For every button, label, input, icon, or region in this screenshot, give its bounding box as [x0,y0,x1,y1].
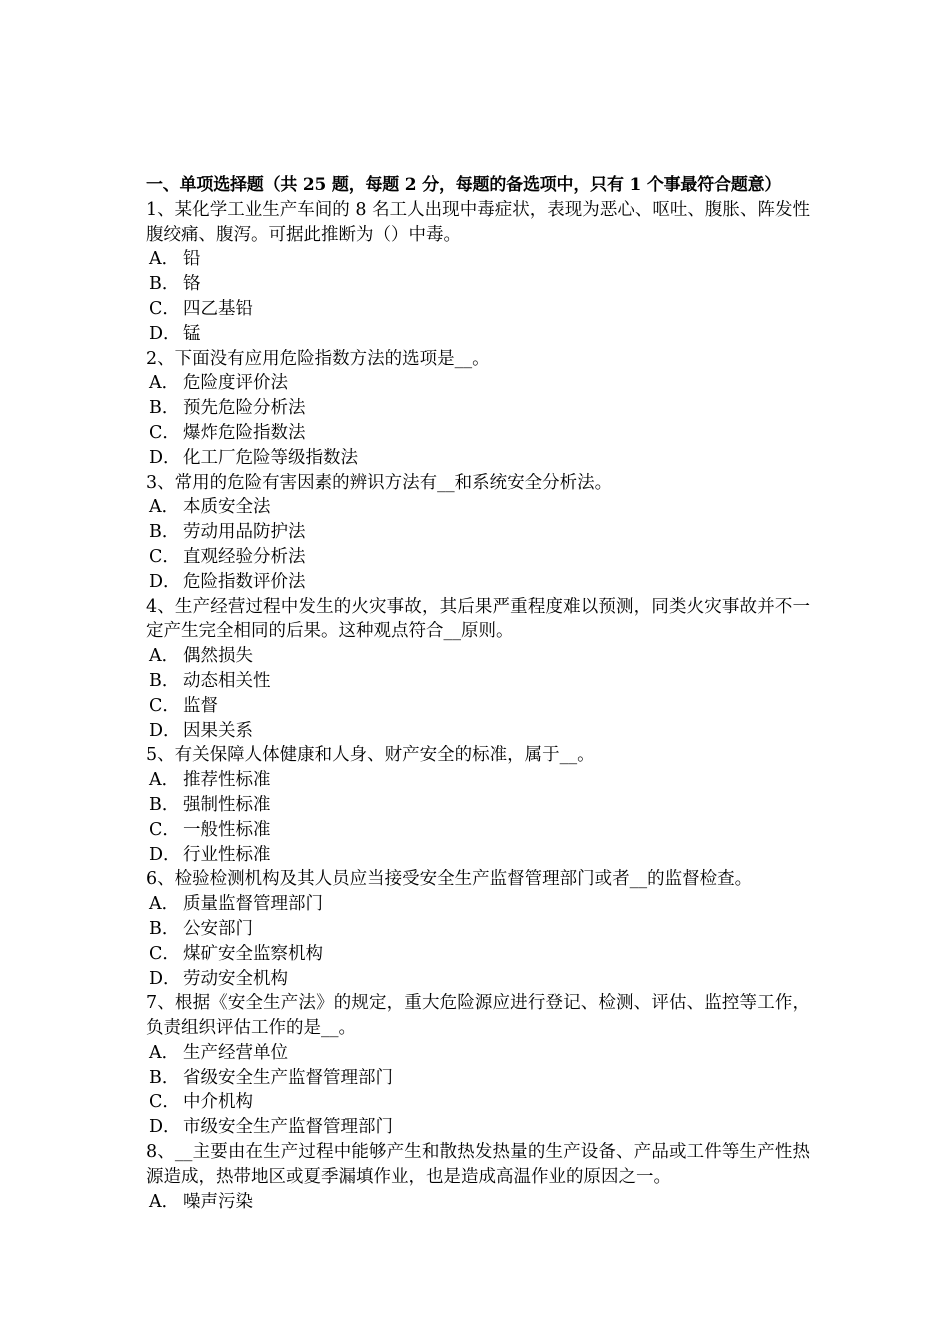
option-text: 监督 [183,695,218,716]
option-text: 危险指数评价法 [183,571,306,592]
option-letter: A． [149,646,180,667]
option-text: 四乙基铅 [183,298,253,319]
option-list [146,768,810,867]
option-item [146,297,810,322]
option-text: 推荐性标准 [183,770,271,791]
section-heading: 一、单项选择题（共 25 题，每题 2 分，每题的备选项中，只有 1 个事最符合题意） [146,175,782,195]
option-text: 预先危险分析法 [183,398,306,419]
option-item [146,1090,810,1115]
option-letter: C． [149,943,180,964]
option-item [146,446,810,471]
option-item [146,843,810,868]
option-item [146,371,810,396]
option-letter: C． [149,298,180,319]
option-text: 危险度评价法 [183,373,288,394]
question-6 [146,867,810,991]
question-text: 3、常用的危险有害因素的辨识方法有__和系统安全分析法。 [146,472,613,493]
option-list [146,644,810,743]
option-letter: C． [149,1092,180,1113]
option-letter: D． [149,1117,181,1138]
question-8 [146,1140,810,1214]
option-text: 直观经验分析法 [183,546,306,567]
option-item [146,396,810,421]
option-letter: A． [149,1042,180,1063]
question-5 [146,743,810,867]
option-letter: D． [149,720,181,741]
question-list [146,198,810,1215]
option-item [146,768,810,793]
question-1 [146,198,810,347]
option-text: 一般性标准 [183,819,271,840]
option-text: 煤矿安全监察机构 [183,943,323,964]
option-item [146,917,810,942]
option-letter: D． [149,844,181,865]
option-letter: C． [149,819,180,840]
option-text: 锰 [183,323,201,344]
option-text: 铬 [183,274,201,295]
option-list [146,371,810,470]
option-text: 铅 [183,249,201,270]
option-list [146,247,810,346]
option-item [146,818,810,843]
option-item [146,322,810,347]
option-letter: D． [149,968,181,989]
option-item [146,644,810,669]
option-text: 行业性标准 [183,844,271,865]
option-item [146,694,810,719]
option-letter: B． [149,670,180,691]
option-letter: B． [149,918,180,939]
option-text: 因果关系 [183,720,253,741]
option-letter: C． [149,546,180,567]
question-text: 5、有关保障人体健康和人身、财产安全的标准，属于__。 [146,745,595,766]
question-7 [146,991,810,1140]
option-text: 劳动安全机构 [183,968,288,989]
option-item [146,1066,810,1091]
option-letter: D． [149,571,181,592]
option-list [146,495,810,594]
option-item [146,1190,810,1215]
option-item [146,520,810,545]
question-text: 7、根据《安全生产法》的规定，重大危险源应进行登记、检测、评估、监控等工作，负责组织评估工作的是__。 [146,993,810,1039]
option-item [146,892,810,917]
option-text: 爆炸危险指数法 [183,422,306,443]
option-text: 中介机构 [183,1092,253,1113]
option-letter: C． [149,695,180,716]
option-letter: D． [149,447,181,468]
option-item [146,495,810,520]
option-text: 动态相关性 [183,670,271,691]
question-text: 1、某化学工业生产车间的 8 名工人出现中毒症状，表现为恶心、呕吐、腹胀、阵发性腹绞痛、腹泻。可据此推断为（）中毒。 [146,199,810,245]
option-item [146,421,810,446]
option-text: 质量监督管理部门 [183,894,323,915]
document-page [146,173,810,1214]
option-text: 化工厂危险等级指数法 [183,447,358,468]
question-text: 4、生产经营过程中发生的火灾事故，其后果严重程度难以预测，同类火灾事故并不一定产生完全相同的后果。这种观点符合__原则。 [146,596,810,642]
option-item [146,793,810,818]
option-letter: A． [149,249,180,270]
option-letter: B． [149,794,180,815]
option-text: 省级安全生产监督管理部门 [183,1067,393,1088]
question-4 [146,595,810,744]
question-text: 8、__主要由在生产过程中能够产生和散热发热量的生产设备、产品或工件等生产性热源造成，热带地区或夏季漏填作业，也是造成高温作业的原因之一。 [146,1142,810,1187]
option-text: 公安部门 [183,918,253,939]
option-item [146,942,810,967]
option-letter: C． [149,422,180,443]
option-list [146,1041,810,1140]
option-item [146,669,810,694]
question-3 [146,471,810,595]
option-item [146,719,810,744]
option-item [146,545,810,570]
question-2 [146,347,810,471]
option-text: 生产经营单位 [183,1042,288,1063]
option-text: 市级安全生产监督管理部门 [183,1117,393,1138]
option-item [146,247,810,272]
option-item [146,1041,810,1066]
option-text: 偶然损失 [183,646,253,667]
option-letter: A． [149,770,180,791]
option-letter: A． [149,1191,180,1212]
option-list [146,892,810,991]
option-letter: A． [149,894,180,915]
option-text: 本质安全法 [183,497,271,518]
option-text: 强制性标准 [183,794,271,815]
option-list [146,1190,810,1215]
option-letter: D． [149,323,181,344]
option-letter: B． [149,274,180,295]
option-text: 噪声污染 [183,1191,253,1212]
question-text: 2、下面没有应用危险指数方法的选项是__。 [146,348,490,369]
question-text: 6、检验检测机构及其人员应当接受安全生产监督管理部门或者__的监督检查。 [146,869,753,890]
option-letter: B． [149,398,180,419]
option-letter: B． [149,1067,180,1088]
option-text: 劳动用品防护法 [183,522,306,543]
option-item [146,967,810,992]
option-letter: A． [149,373,180,394]
option-item [146,570,810,595]
option-letter: B． [149,522,180,543]
option-item [146,1115,810,1140]
option-letter: A． [149,497,180,518]
option-item [146,272,810,297]
